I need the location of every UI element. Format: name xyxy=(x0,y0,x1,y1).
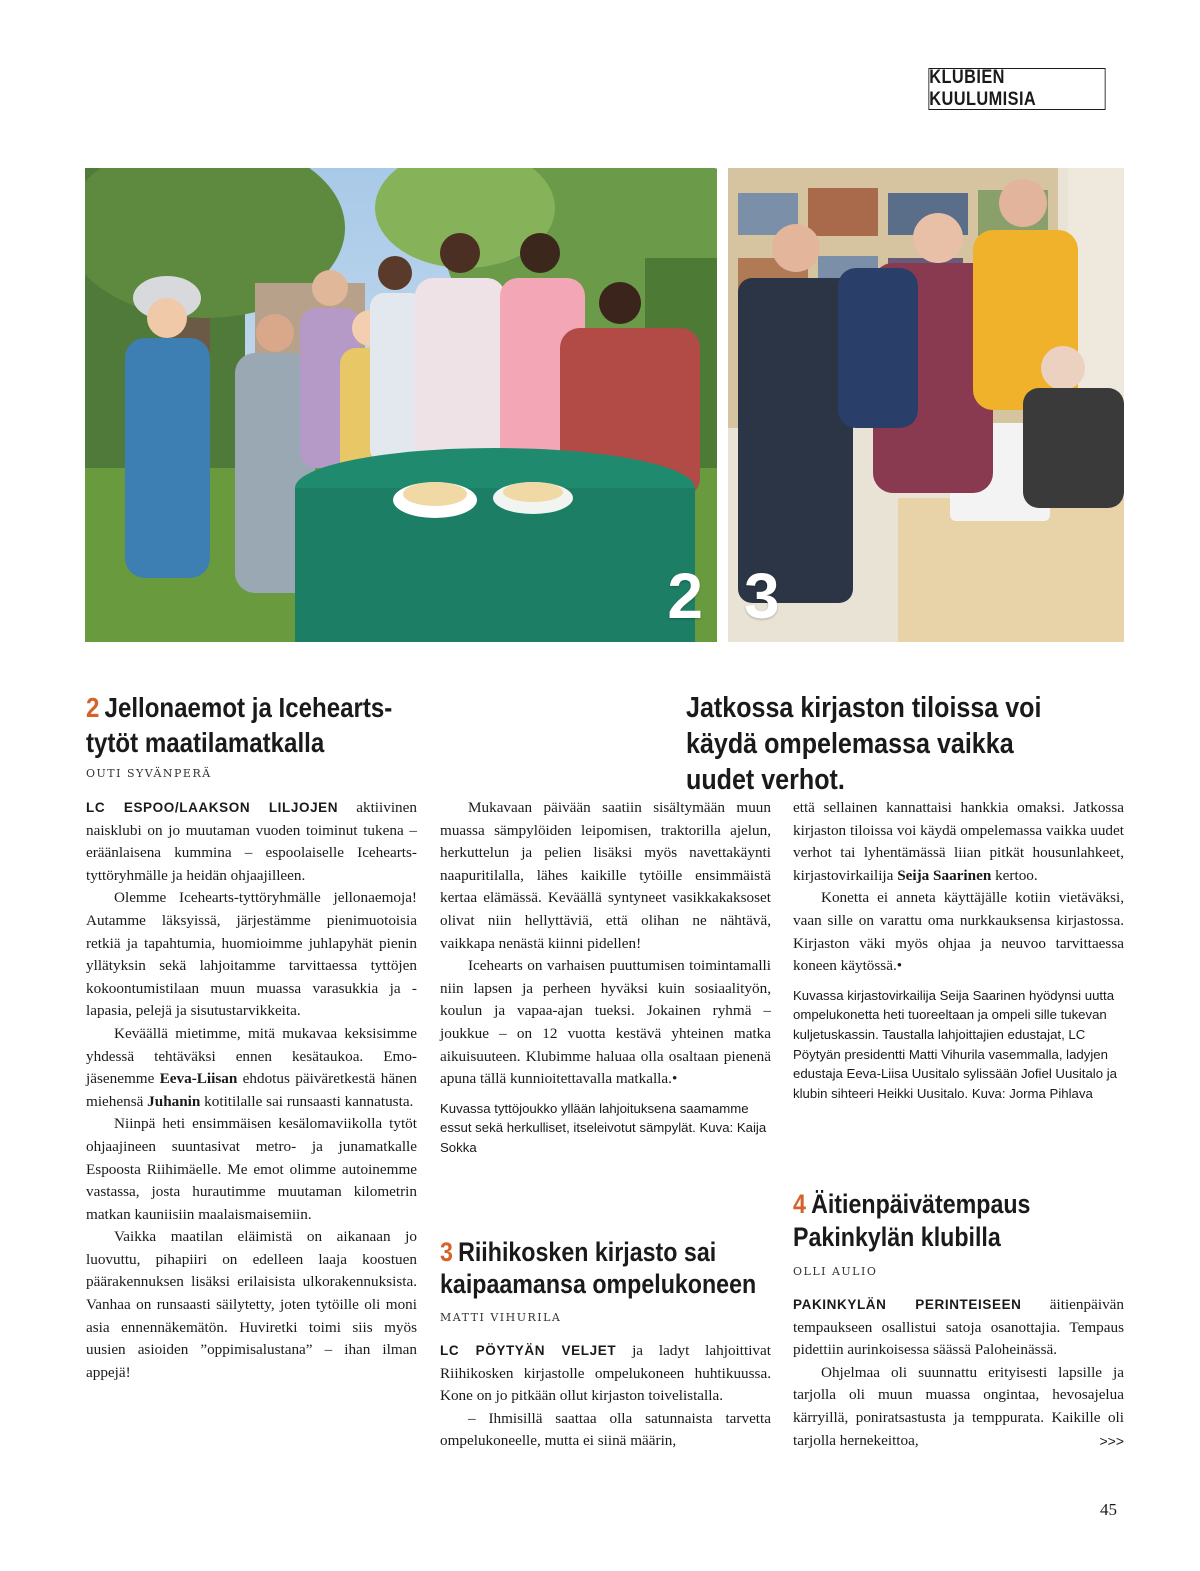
article2-byline: OUTI SYVÄNPERÄ xyxy=(86,767,212,780)
article2-headline xyxy=(86,690,430,760)
article3-paragraph-3: että sellainen kannattaisi hankkia omaksi. Jatkossa kirjaston tiloissa voi käydä ompelemassa vaikka uudet verhot tai lyhentämässä liian pitkät housunlahkeet, kirjastovirkailija Seija Saarinen kertoo. xyxy=(793,799,1124,884)
photo-icehearts-girls xyxy=(85,168,717,642)
column-3 xyxy=(793,797,1124,1103)
article2-title-line1: Jellonaemot ja Icehearts- xyxy=(104,692,393,723)
column-3-article4 xyxy=(793,1294,1124,1452)
article4-paragraph-1: äitienpäivän tempaukseen osallistui satoja osanottajia. Tempaus pidettiin aurinkoisessa säässä Paloheinässä. xyxy=(793,1296,1124,1359)
article3-headline xyxy=(440,1236,775,1300)
article4-headline xyxy=(793,1188,1103,1254)
article4-title-line1: Äitienpäivätempaus xyxy=(811,1189,1031,1219)
article2-caption: Kuvassa tyttöjoukko yllään lahjoituksena saamamme essut sekä herkulliset, itseleivotut sämpylät. Kuva: Kaija Sokka xyxy=(440,1100,767,1155)
name-juhani: Juhanin xyxy=(147,1092,201,1110)
article2-number: 2 xyxy=(86,692,100,723)
end-mark: • xyxy=(671,1070,678,1088)
continues-marker: >>> xyxy=(1099,1432,1124,1449)
article4-lead: PAKINKYLÄN PERINTEISEEN xyxy=(793,1297,1022,1312)
pull-quote: Jatkossa kirjaston tiloissa voi käydä ompelemassa vaikka uudet verhot. xyxy=(686,692,1042,796)
article4-title-line2: Pakinkylän klubilla xyxy=(793,1222,1001,1252)
article2-paragraph-6: Mukavaan päivään saatiin sisältymään muun muassa sämpylöiden leipomisen, traktorilla ajelun, herkuttelun ja pelien lisäksi myös navettakäynti naapuritilalla, lähes kaikille tytöille ensimmäistä kertaa elämässä. Keväällä syntyneet vasikkakaksoset olivat niin hellyttäviä, että olihan ne nähtävä, vaikkapa nenästä kiinni pidellen! xyxy=(440,799,771,952)
article2-paragraph-2: Olemme Icehearts-tyttöryhmälle jellonaemoja! Autamme läksyissä, järjestämme pienimuotoisia retkiä ja tapahtumia, huomioimme juhlapyhät pienin yllätyksin sekä lahjoitamme tarvittaessa tyttöjen kokoontumistilaan muun muassa varasukkia ja -lapasia, pelejä ja sisutustarvikkeita. xyxy=(86,889,417,1020)
article4-number: 4 xyxy=(793,1189,806,1219)
article3-byline: MATTI VIHURILA xyxy=(440,1311,562,1324)
photo-number-2: 2 xyxy=(667,560,703,632)
column-2-article3 xyxy=(440,1340,771,1453)
name-eeva-liisa: Eeva-Liisan xyxy=(159,1070,238,1088)
end-mark: • xyxy=(896,957,903,975)
article3-caption: Kuvassa kirjastovirkailija Seija Saarinen hyödynsi uutta ompelukonetta heti tuoreeltaan ja ompeli sille tukevan kuljetuskassin. Taustalla lahjoittajien edustajat, LC Pöytyän presidentti Matti Vihurila vasemmalla, ladyjen edustaja Eeva-Liisa Uusitalo sylissään Jofiel Uusitalo ja klubin sihteeri Heikki Uusitalo. Kuva: Jorma Pihlava xyxy=(793,987,1117,1101)
article3-lead: LC PÖYTYÄN VELJET xyxy=(440,1343,617,1358)
section-tag: KLUBIEN KUULUMISIA xyxy=(928,68,1105,110)
article3-paragraph-2: – Ihmisillä saattaa olla satunnaista tarvetta ompelukoneelle, mutta ei siinä määrin, xyxy=(440,1409,771,1450)
name-seija-saarinen: Seija Saarinen xyxy=(897,866,992,884)
article2-lead: LC ESPOO/LAAKSON LILJOJEN xyxy=(86,800,339,815)
article2-title-line2: tytöt maatilamatkalla xyxy=(86,727,325,758)
article3-title-line2: kaipaamansa ompelukoneen xyxy=(440,1269,757,1299)
article4-byline: OLLI AULIO xyxy=(793,1265,878,1278)
article3-paragraph-4: Konetta ei anneta käyttäjälle kotiin vietäväksi, vaan sille on varattu oma nurkkauksensa kirjastossa. Kirjaston väki myös ohjaa ja neuvoo tarvittaessa koneen käytössä.• xyxy=(793,889,1124,975)
article2-paragraph-4: Niinpä heti ensimmäisen kesälomaviikolla tytöt ohjaajineen suuntasivat metro- ja junamatkalle Espoosta Riihimäelle. Me emot olimme autoinemme vastassa, josta hurautimme muutaman kilometrin matkan kauniisiin maalaismaisemiin. xyxy=(86,1115,417,1223)
article2-paragraph-7: Icehearts on varhaisen puuttumisen toimintamalli niin lapsen ja perheen hyväksi kuin sosiaalityön, koulun ja vapaa-ajan tueksi. Jokainen ryhmä – joukkue – on 12 vuotta kestävä yhteinen matka aikuisuuteen. Klubimme haluaa olla osaltaan pienenä apuna tällä kunnioitettavalla matkalla.• xyxy=(440,957,771,1088)
article4-paragraph-2: Ohjelmaa oli suunnattu erityisesti lapsille ja tarjolla oli muun muassa ongintaa, hevosajelua kärryillä, poniratsastusta ja temppurata. Kaikille oli tarjolla hernekeittoa, >>> xyxy=(793,1362,1124,1452)
photo-number-3: 3 xyxy=(744,560,780,632)
page-number: 45 xyxy=(1100,1500,1117,1519)
article2-paragraph-1: aktiivinen naisklubi on jo muutaman vuoden toiminut tukena – eräänlaisena kummina – espoolaiselle Icehearts-tyttöryhmälle ja heidän ohjaajilleen. xyxy=(86,799,417,884)
article2-paragraph-5: Vaikka maatilan eläimistä on aikanaan jo luovuttu, pihapiiri on edelleen laaja koostuen päärakennuksen lisäksi erilaisista ulkorakennuksista. Vanhaa on runsaasti säilytetty, joten tytöille oli moni asia ennennäkemätön. Huviretki toimi siis myös uusien asioiden ”oppimisalustana” – ihan ilman appejä! xyxy=(86,1228,417,1381)
column-1 xyxy=(86,797,417,1384)
column-2 xyxy=(440,797,771,1158)
article3-number: 3 xyxy=(440,1237,453,1267)
photo-library-sewing-machine xyxy=(728,168,1124,642)
article2-paragraph-3: Keväällä mietimme, mitä mukavaa keksisimme yhdessä tehtäväksi ennen kesätaukoa. Emo-jäsenemme Eeva-Liisan ehdotus päiväretkestä hänen miehensä Juhanin kotitilalle sai runsaasti kannatusta. xyxy=(86,1024,417,1110)
article3-title-line1: Riihikosken kirjasto sai xyxy=(458,1237,717,1267)
article3-paragraph-1: ja ladyt lahjoittivat Riihikosken kirjastolle ompelukoneen huhtikuussa. Kone on jo pitkään ollut kirjaston toivelistalla. xyxy=(440,1342,771,1405)
